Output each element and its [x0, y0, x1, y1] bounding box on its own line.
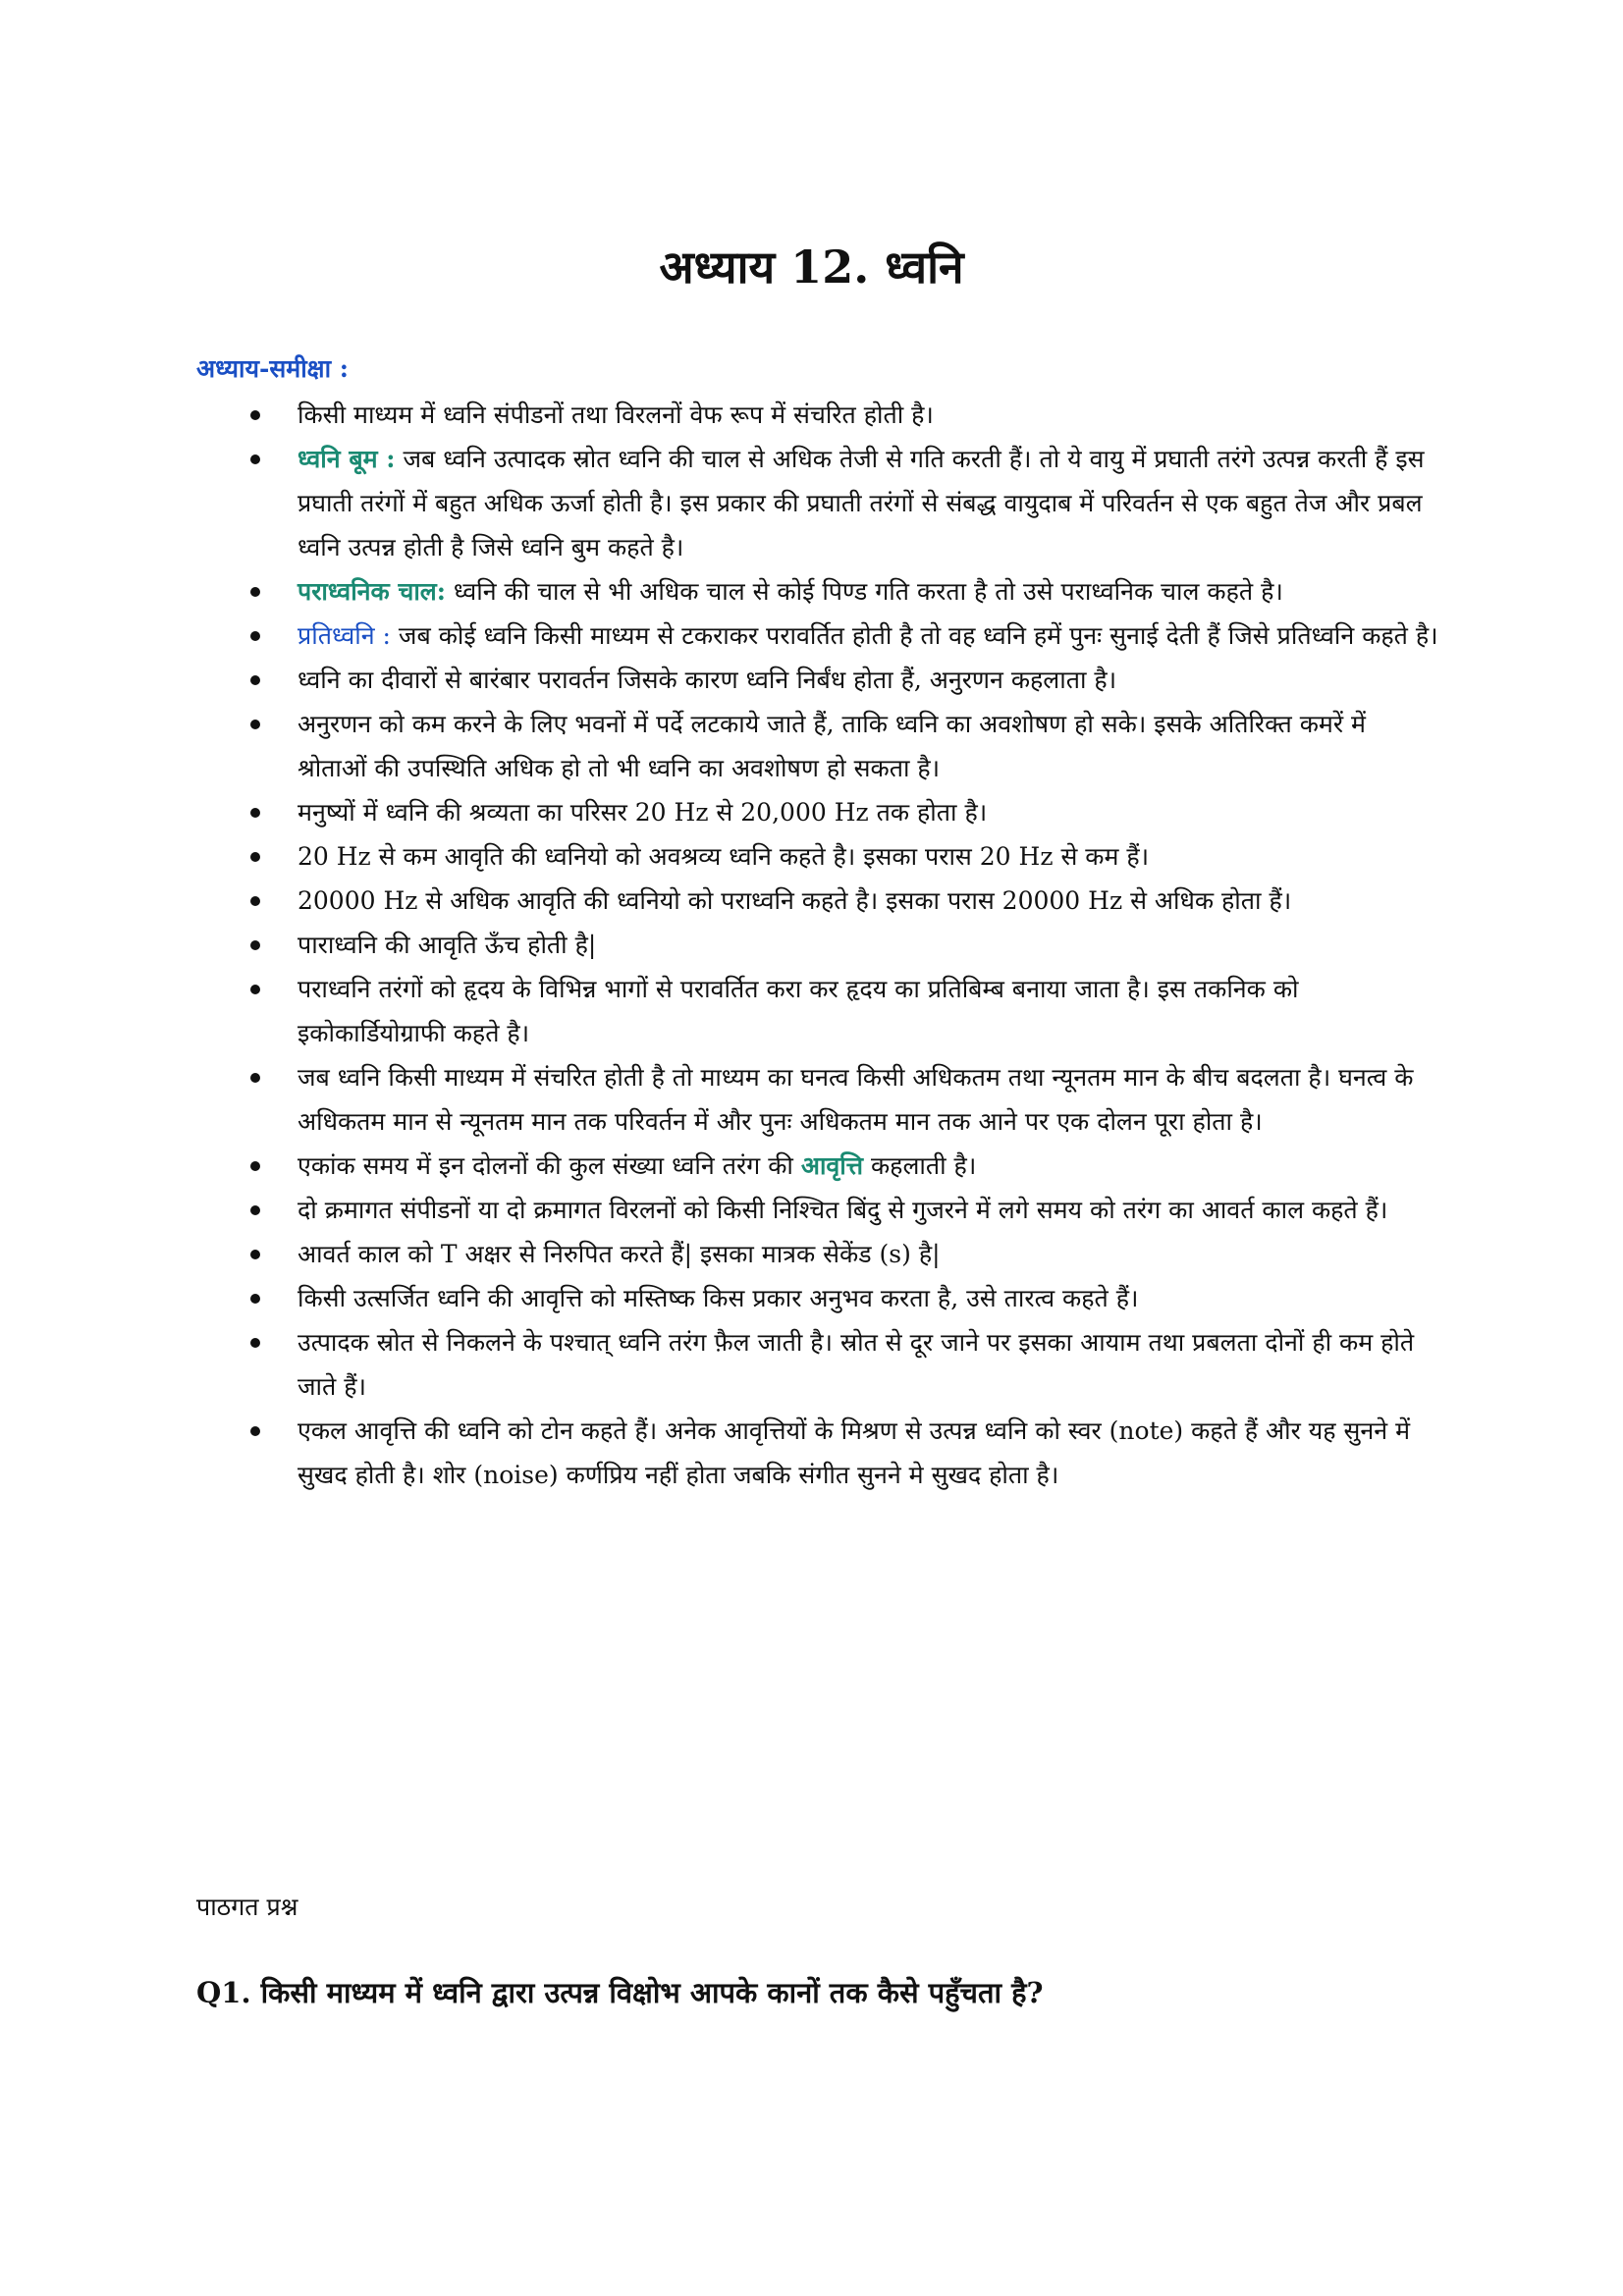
point-text: ध्वनि की चाल से भी अधिक चाल से कोई पिण्ड गति करता है तो उसे पराध्वनिक चाल कहते है।	[445, 577, 1283, 606]
list-item	[250, 1409, 1438, 1497]
list-item	[250, 967, 1438, 1055]
term-echo: प्रतिध्वनि :	[298, 621, 391, 650]
list-item	[250, 790, 1438, 834]
list-item	[250, 614, 1438, 658]
point-text-after: कहलाती है।	[863, 1151, 977, 1180]
point-text: 20 Hz से कम आवृति की ध्वनियो को अवश्रव्य ध्वनि कहते है। इसका परास 20 Hz से कम हैं।	[298, 842, 1150, 871]
point-text: एकांक समय में इन दोलनों की कुल संख्या ध्वनि तरंग की	[298, 1151, 801, 1180]
question-1: Q1. किसी माध्यम में ध्वनि द्वारा उत्पन्न विक्षोभ आपके कानों तक कैसे पहुँचता है?	[196, 1976, 1044, 2009]
point-text: पाराध्वनि की आवृति ऊँच होती है|	[298, 931, 597, 959]
term-sonic-boom: ध्वनि बूम :	[298, 445, 396, 473]
list-item	[250, 437, 1438, 569]
point-text: उत्पादक स्रोत से निकलने के पश्चात् ध्वनि तरंग फ़ैल जाती है। स्रोत से दूर जाने पर इसका आयाम तथा प्रबलता दोनों ही कम होते जाते हैं।	[298, 1328, 1415, 1401]
term-supersonic-speed: पराध्वनिक चाल:	[298, 577, 446, 606]
point-text: दो क्रमागत संपीडनों या दो क्रमागत विरलनों को किसी निश्चित बिंदु से गुजरने में लगे समय को तरंग का आवर्त काल कहते हैं।	[298, 1196, 1388, 1224]
list-item	[250, 1188, 1438, 1232]
point-text: 20000 Hz से अधिक आवृति की ध्वनियो को पराध्वनि कहते है। इसका परास 20000 Hz से अधिक होता हैं।	[298, 886, 1292, 915]
list-item	[250, 1320, 1438, 1409]
point-text: जब कोई ध्वनि किसी माध्यम से टकराकर परावर्तित होती है तो वह ध्वनि हमें पुनः सुनाई देती हैं जिसे प्रतिध्वनि कहते है।	[390, 621, 1438, 650]
list-item	[250, 1232, 1438, 1276]
list-item	[250, 569, 1438, 614]
list-item	[250, 879, 1438, 923]
point-text: किसी माध्यम में ध्वनि संपीडनों तथा विरलनों वेफ रूप में संचरित होती है।	[298, 400, 934, 429]
point-text: पराध्वनि तरंगों को हृदय के विभिन्न भागों से परावर्तित करा कर हृदय का प्रतिबिम्ब बनाया जाता है। इस तकनिक को इकोकार्डियोग्राफी कहते है।	[298, 975, 1299, 1047]
list-item	[250, 393, 1438, 437]
point-text: आवर्त काल को T अक्षर से निरुपित करते हैं| इसका मात्रक सेकेंड (s) है|	[298, 1240, 941, 1268]
list-item	[250, 1144, 1438, 1188]
point-text: ध्वनि का दीवारों से बारंबार परावर्तन जिसके कारण ध्वनि निर्बंध होता हैं, अनुरणन कहलाता है।	[298, 666, 1117, 694]
list-item	[250, 834, 1438, 879]
chapter-review-heading: अध्याय-समीक्षा :	[196, 354, 350, 383]
term-frequency: आवृत्ति	[800, 1151, 864, 1180]
point-text: मनुष्यों में ध्वनि की श्रव्यता का परिसर 20 Hz से 20,000 Hz तक होता है।	[298, 798, 988, 827]
point-text: जब ध्वनि किसी माध्यम में संचरित होती है तो माध्यम का घनत्व किसी अधिकतम तथा न्यूनतम मान के बीच बदलता है। घनत्व के अधिकतम मान से न्यूनतम मान तक परिवर्तन में और पुनः अधिकतम मान तक आने पर एक दोलन पूरा होता है।	[298, 1063, 1414, 1136]
point-text: एकल आवृत्ति की ध्वनि को टोन कहते हैं। अनेक आवृत्तियों के मिश्रण से उत्पन्न ध्वनि को स्वर (note) कहते हैं और यह सुनने में सुखद होती है। शोर (noise) कर्णप्रिय नहीं होता जबकि संगीत सुनने मे सुखद होता है।	[298, 1416, 1411, 1489]
list-item	[250, 658, 1438, 702]
list-item	[250, 1055, 1438, 1144]
list-item	[250, 923, 1438, 967]
point-text: किसी उत्सर्जित ध्वनि की आवृत्ति को मस्तिष्क किस प्रकार अनुभव करता है, उसे तारत्व कहते हैं।	[298, 1284, 1139, 1312]
point-text: जब ध्वनि उत्पादक स्रोत ध्वनि की चाल से अधिक तेजी से गति करती हैं। तो ये वायु में प्रघाती तरंगे उत्पन्न करती हैं इस प्रघाती तरंगों में बहुत अधिक ऊर्जा होती है। इस प्रकार की प्रघाती तरंगों से संबद्ध वायुदाब में परिवर्तन से एक बहुत तेज और प्रबल ध्वनि उत्पन्न होती है जिसे ध्वनि बुम कहते है।	[298, 445, 1425, 561]
list-item	[250, 702, 1438, 790]
review-points-list	[250, 393, 1438, 1497]
chapter-title: अध्याय 12. ध्वनि	[659, 240, 964, 294]
point-text: अनुरणन को कम करने के लिए भवनों में पर्दे लटकाये जाते हैं, ताकि ध्वनि का अवशोषण हो सके। इसके अतिरिक्त कमरें में श्रोताओं की उपस्थिति अधिक हो तो भी ध्वनि का अवशोषण हो सकता है।	[298, 710, 1367, 782]
list-item	[250, 1276, 1438, 1320]
intext-questions-heading: पाठगत प्रश्न	[196, 1893, 298, 1921]
